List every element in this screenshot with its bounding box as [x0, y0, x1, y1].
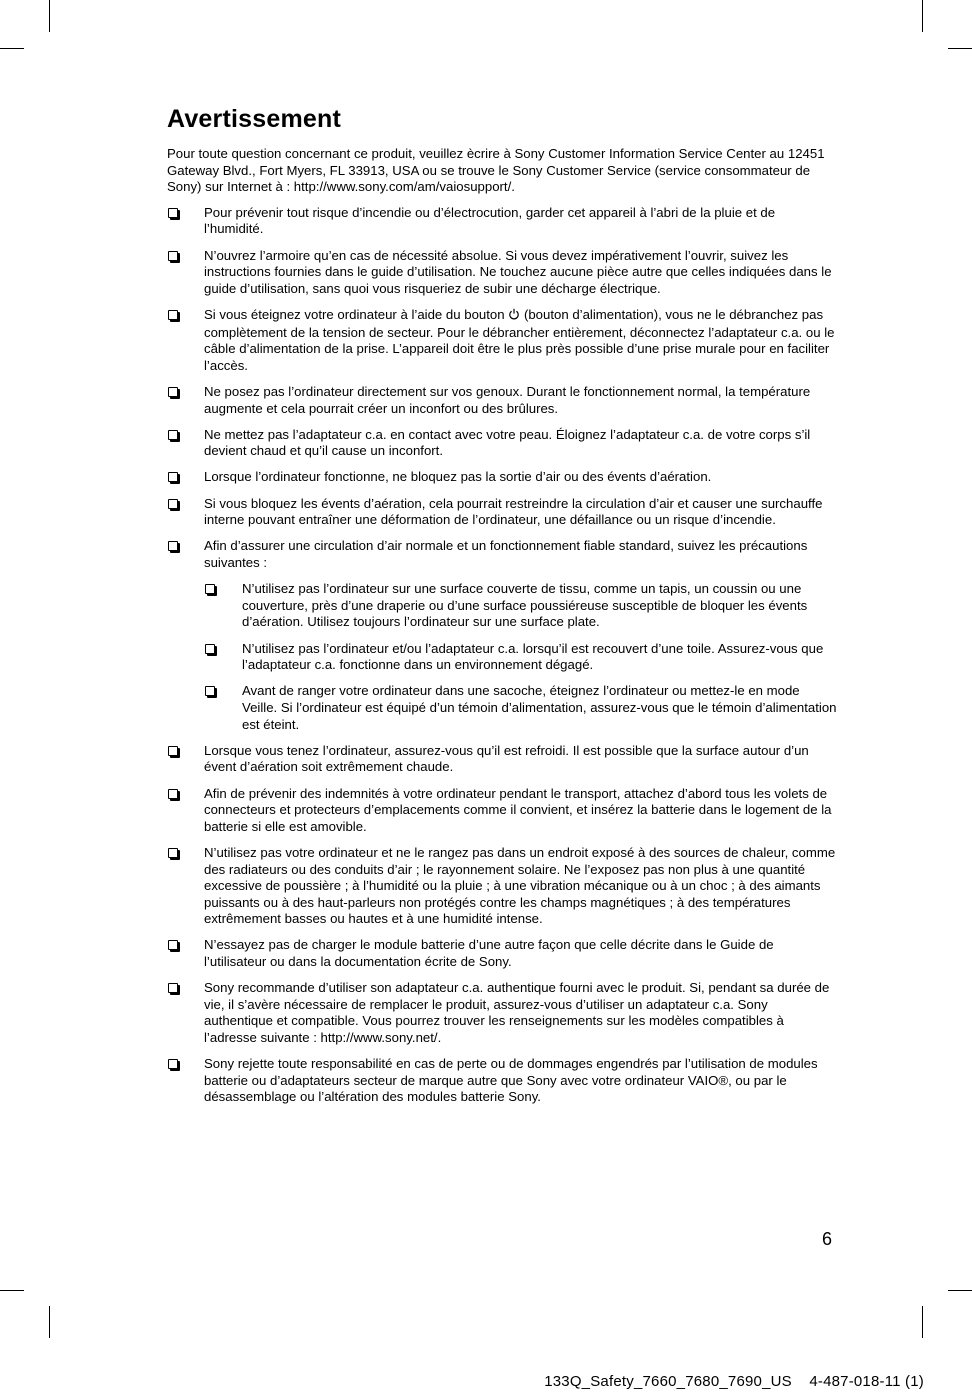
checkbox-bullet-icon	[168, 310, 178, 320]
warning-list	[167, 205, 837, 1106]
crop-mark-bottom-left	[49, 1306, 50, 1338]
checkbox-bullet-icon	[168, 746, 178, 756]
list-item: Ne mettez pas l’adaptateur c.a. en contact avec votre peau. Éloignez l’adaptateur c.a. de votre corps s’il devient chaud et qu’il cause un inconfort.	[167, 427, 837, 460]
sub-list-item: Avant de ranger votre ordinateur dans une sacoche, éteignez l’ordinateur ou mettez-le en mode Veille. Si l’ordinateur est équipé d’un témoin d’alimentation, assurez-vous que le témoin d’alimentation est éteint.	[204, 683, 837, 733]
checkbox-bullet-icon	[168, 983, 178, 993]
list-item: Sony recommande d’utiliser son adaptateur c.a. authentique fourni avec le produit. Si, pendant sa durée de vie, il s’avère nécessaire de remplacer le produit, assurez-vous d’utiliser un adaptateur c.a. Sony authentique et compatible. Vous pourrez trouver les renseignements sur les modèles compatibles à l’adresse suivante : http://www.sony.net/.	[167, 980, 837, 1046]
checkbox-bullet-icon	[168, 208, 178, 218]
crop-mark-bottom-left	[0, 1290, 24, 1291]
checkbox-bullet-icon	[168, 940, 178, 950]
list-item: N’ouvrez l’armoire qu’en cas de nécessité absolue. Si vous devez impérativement l’ouvrir, suivez les instructions fournies dans le guide d’utilisation. Ne touchez aucune pièce autre que celles indiquées dans le guide d’utilisation, sans quoi vous risqueriez de subir une décharge électrique.	[167, 248, 837, 298]
document-body	[167, 104, 837, 1116]
precautions-sublist	[204, 581, 837, 733]
checkbox-bullet-icon	[168, 541, 178, 551]
sub-list-item: N’utilisez pas l’ordinateur sur une surface couverte de tissu, comme un tapis, un coussin ou une couverture, près d’une draperie ou d’une surface poussiéreuse susceptible de bloquer les évents d’aération. Utilisez toujours l’ordinateur sur une surface plate.	[204, 581, 837, 631]
list-item: Afin de prévenir des indemnités à votre ordinateur pendant le transport, attachez d’abord tous les volets de connecteurs et protecteurs d’emplacements comme il convient, et insérez la batterie dans le logement de la batterie si elle est amovible.	[167, 786, 837, 836]
intro-paragraph: Pour toute question concernant ce produit, veuillez ècrire à Sony Customer Information Service Center au 12451 Gateway Blvd., Fort Myers, FL 33913, USA ou se trouve le Sony Customer Service (service consommateur de Sony) sur Internet à : http://www.sony.com/am/vaiosupport/.	[167, 146, 825, 195]
checkbox-bullet-icon	[168, 430, 178, 440]
crop-mark-bottom-right	[948, 1290, 972, 1291]
page-title: Avertissement	[167, 105, 341, 133]
list-item: N’utilisez pas votre ordinateur et ne le rangez pas dans un endroit exposé à des sources de chaleur, comme des radiateurs ou des conduits d’air ; le rayonnement solaire. Ne l’exposez pas non plus à une quantité excessive de poussière ; à l’humidité ou la pluie ; à une vibration mécanique ou à un choc ; à des aimants puissants ou à des haut-parleurs non protégés contre les champs magnétiques ; à des températures extrêmement basses ou hautes et à une humidité intense.	[167, 845, 837, 928]
list-item: Pour prévenir tout risque d’incendie ou d’électrocution, garder cet appareil à l’abri de la pluie et de l’humidité.	[167, 205, 837, 238]
checkbox-bullet-icon	[168, 387, 178, 397]
crop-mark-top-left	[0, 48, 24, 49]
checkbox-bullet-icon	[168, 499, 178, 509]
crop-mark-top-right	[948, 48, 972, 49]
list-item: Sony rejette toute responsabilité en cas de perte ou de dommages engendrés par l’utilisation de modules batterie ou d’adaptateurs secteur de marque autre que Sony avec votre ordinateur VAIO®, ou par le désassemblage ou l’altération des modules batterie Sony.	[167, 1056, 837, 1106]
checkbox-bullet-icon	[168, 1059, 178, 1069]
crop-mark-top-left	[49, 0, 50, 32]
list-item: Si vous éteignez votre ordinateur à l’aide du bouton (bouton d’alimentation), vous ne le débranchez pas complètement de la tension de secteur. Pour le débrancher entièrement, déconnectez l’adaptateur c.a. ou le câble d’alimentation de la prise. L’appareil doit être le plus près possible d’une prise murale pour en faciliter l’accès.	[167, 307, 837, 374]
list-item: N’essayez pas de charger le module batterie d’une autre façon que celle décrite dans le Guide de l’utilisateur ou dans la documentation écrite de Sony.	[167, 937, 837, 970]
crop-mark-bottom-right	[922, 1306, 923, 1338]
power-icon	[508, 308, 520, 325]
list-item: Lorsque vous tenez l’ordinateur, assurez-vous qu’il est refroidi. Il est possible que la surface autour d’un évent d’aération soit extrêmement chaude.	[167, 743, 837, 776]
footer-reference: 133Q_Safety_7660_7680_7690_US 4-487-018-11 (1)	[544, 1373, 924, 1390]
page-number: 6	[822, 1229, 833, 1249]
list-item: Lorsque l’ordinateur fonctionne, ne bloquez pas la sortie d’air ou des évents d’aération.	[167, 469, 837, 486]
checkbox-bullet-icon	[168, 848, 178, 858]
checkbox-bullet-icon	[205, 644, 215, 654]
checkbox-bullet-icon	[205, 584, 215, 594]
crop-mark-top-right	[922, 0, 923, 32]
list-item: Si vous bloquez les évents d’aération, cela pourrait restreindre la circulation d’air et causer une surchauffe interne pouvant entraîner une déformation de l’ordinateur, une défaillance ou un risque d’incendie.	[167, 496, 837, 529]
list-item: Ne posez pas l’ordinateur directement sur vos genoux. Durant le fonctionnement normal, la température augmente et cela pourrait créer un inconfort ou des brûlures.	[167, 384, 837, 417]
sub-list-item: N’utilisez pas l’ordinateur et/ou l’adaptateur c.a. lorsqu’il est recouvert d’une toile. Assurez-vous que l’adaptateur c.a. fonctionne dans un environnement dégagé.	[204, 641, 837, 674]
checkbox-bullet-icon	[205, 686, 215, 696]
list-item: Afin d’assurer une circulation d’air normale et un fonctionnement fiable standard, suivez les précautions suivantes : N’utilisez pas l’ordinateur sur une surface couverte de tissu, comme un tapis, un coussin ou une couverture, près d’une draperie ou d’une surface poussiéreuse susceptible de bloquer les évents d’aération. Utilisez toujours l’ordinateur sur une surface plate. N’utilisez pas l’ordinateur et/ou l’adaptateur c.a. lorsqu’il est recouvert d’une toile. Assurez-vous que l’adaptateur c.a. fonctionne dans un environnement dégagé. Avant de ranger votre ordinateur dans une sacoche, éteignez l’ordinateur ou mettez-le en mode Veille. Si l’ordinateur est équipé d’un témoin d’alimentation, assurez-vous que le témoin d’alimentation est éteint.	[167, 538, 837, 733]
checkbox-bullet-icon	[168, 472, 178, 482]
checkbox-bullet-icon	[168, 789, 178, 799]
checkbox-bullet-icon	[168, 251, 178, 261]
